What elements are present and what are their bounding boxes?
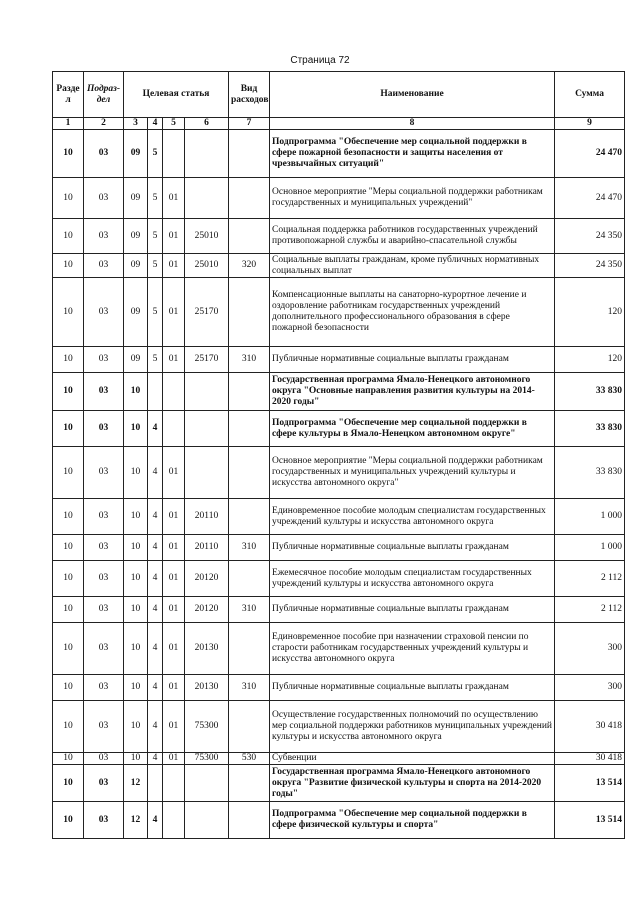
target-sub-cell: 5 (148, 219, 163, 254)
podrazdel-cell: 03 (84, 535, 124, 561)
target-direction-cell: 20110 (185, 535, 229, 561)
target-event-cell: 01 (163, 254, 185, 278)
target-code-cell: 10 (124, 623, 148, 675)
column-number-row (53, 118, 625, 130)
sum-cell: 13 514 (555, 765, 625, 802)
podrazdel-cell: 03 (84, 675, 124, 701)
target-direction-cell: 25010 (185, 219, 229, 254)
name-cell: Единовременное пособие при назначении страховой пенсии по старости работникам государственных учреждений культуры и искусства автономного округа (270, 623, 555, 675)
column-number-cell: 6 (185, 118, 229, 130)
target-code-cell: 10 (124, 753, 148, 765)
target-event-cell (163, 130, 185, 178)
sum-cell: 33 830 (555, 373, 625, 411)
sum-cell: 120 (555, 278, 625, 347)
header-sum: Сумма (555, 72, 625, 118)
vid-cell (229, 219, 270, 254)
podrazdel-cell: 03 (84, 561, 124, 597)
target-direction-cell: 20130 (185, 623, 229, 675)
razdel-cell: 10 (53, 130, 84, 178)
name-cell: Публичные нормативные социальные выплаты гражданам (270, 535, 555, 561)
table-row (53, 701, 625, 753)
page-number: Страница 72 (290, 55, 350, 66)
column-number-cell: 1 (53, 118, 84, 130)
razdel-cell: 10 (53, 254, 84, 278)
vid-cell (229, 278, 270, 347)
razdel-cell: 10 (53, 373, 84, 411)
vid-cell (229, 373, 270, 411)
vid-cell (229, 499, 270, 535)
razdel-cell: 10 (53, 597, 84, 623)
sum-cell: 300 (555, 675, 625, 701)
razdel-cell: 10 (53, 219, 84, 254)
target-code-cell: 10 (124, 675, 148, 701)
name-cell: Подпрограмма "Обеспечение мер социальной поддержки в сфере культуры в Ямало-Ненецком автономном округе" (270, 411, 555, 447)
target-event-cell: 01 (163, 623, 185, 675)
sum-cell: 24 470 (555, 130, 625, 178)
podrazdel-cell: 03 (84, 411, 124, 447)
target-event-cell: 01 (163, 219, 185, 254)
razdel-cell: 10 (53, 802, 84, 839)
name-cell: Субвенции (270, 753, 555, 765)
podrazdel-cell: 03 (84, 278, 124, 347)
podrazdel-cell: 03 (84, 373, 124, 411)
sum-cell: 13 514 (555, 802, 625, 839)
table-row (53, 535, 625, 561)
target-code-cell: 09 (124, 254, 148, 278)
target-direction-cell: 20110 (185, 499, 229, 535)
table-row (53, 499, 625, 535)
target-direction-cell: 20120 (185, 561, 229, 597)
vid-cell (229, 447, 270, 499)
sum-cell: 33 830 (555, 447, 625, 499)
name-cell: Публичные нормативные социальные выплаты гражданам (270, 597, 555, 623)
table-row (53, 623, 625, 675)
target-code-cell: 09 (124, 130, 148, 178)
target-code-cell: 09 (124, 178, 148, 219)
razdel-cell: 10 (53, 675, 84, 701)
target-sub-cell: 4 (148, 447, 163, 499)
sum-cell: 1 000 (555, 535, 625, 561)
vid-cell: 310 (229, 535, 270, 561)
target-event-cell: 01 (163, 278, 185, 347)
target-sub-cell: 4 (148, 411, 163, 447)
podrazdel-cell: 03 (84, 347, 124, 373)
target-sub-cell: 4 (148, 753, 163, 765)
target-event-cell: 01 (163, 597, 185, 623)
podrazdel-cell: 03 (84, 178, 124, 219)
sum-cell: 33 830 (555, 411, 625, 447)
target-sub-cell: 5 (148, 178, 163, 219)
target-sub-cell (148, 765, 163, 802)
name-cell: Основное мероприятие "Меры социальной поддержки работникам государственных и муниципальных учреждений культуры и искусства автономного округа" (270, 447, 555, 499)
target-event-cell: 01 (163, 499, 185, 535)
target-code-cell: 09 (124, 278, 148, 347)
sum-cell: 2 112 (555, 597, 625, 623)
target-direction-cell (185, 765, 229, 802)
sum-cell: 24 350 (555, 219, 625, 254)
target-code-cell: 12 (124, 765, 148, 802)
vid-cell (229, 178, 270, 219)
target-sub-cell: 5 (148, 130, 163, 178)
table-row (53, 597, 625, 623)
target-code-cell: 10 (124, 373, 148, 411)
target-sub-cell: 4 (148, 675, 163, 701)
podrazdel-cell: 03 (84, 254, 124, 278)
razdel-cell: 10 (53, 278, 84, 347)
table-row (53, 411, 625, 447)
table-row (53, 802, 625, 839)
sum-cell: 24 470 (555, 178, 625, 219)
header-name: Наименование (270, 72, 555, 118)
target-direction-cell: 25170 (185, 278, 229, 347)
sum-cell: 300 (555, 623, 625, 675)
vid-cell: 310 (229, 675, 270, 701)
podrazdel-cell: 03 (84, 701, 124, 753)
razdel-cell: 10 (53, 623, 84, 675)
vid-cell: 320 (229, 254, 270, 278)
sum-cell: 1 000 (555, 499, 625, 535)
sum-cell: 2 112 (555, 561, 625, 597)
podrazdel-cell: 03 (84, 597, 124, 623)
podrazdel-cell: 03 (84, 765, 124, 802)
target-code-cell: 09 (124, 347, 148, 373)
target-sub-cell: 4 (148, 535, 163, 561)
name-cell: Единовременное пособие молодым специалистам государственных учреждений культуры и искусства автономного округа (270, 499, 555, 535)
table-row (53, 219, 625, 254)
podrazdel-cell: 03 (84, 447, 124, 499)
razdel-cell: 10 (53, 535, 84, 561)
table-row (53, 447, 625, 499)
target-direction-cell: 75300 (185, 701, 229, 753)
target-code-cell: 10 (124, 597, 148, 623)
vid-cell (229, 623, 270, 675)
razdel-cell: 10 (53, 347, 84, 373)
table-row (53, 278, 625, 347)
target-event-cell (163, 373, 185, 411)
budget-table (52, 71, 625, 839)
podrazdel-cell: 03 (84, 219, 124, 254)
target-code-cell: 10 (124, 411, 148, 447)
target-code-cell: 10 (124, 499, 148, 535)
target-sub-cell: 4 (148, 597, 163, 623)
target-event-cell: 01 (163, 675, 185, 701)
name-cell: Компенсационные выплаты на санаторно-курортное лечение и оздоровление работникам государственных учреждений дополнительного профессионального образования в сфере пожарной безопасности (270, 278, 555, 347)
razdel-cell: 10 (53, 447, 84, 499)
target-code-cell: 10 (124, 535, 148, 561)
target-sub-cell: 4 (148, 802, 163, 839)
column-number-cell: 8 (270, 118, 555, 130)
table-row (53, 254, 625, 278)
podrazdel-cell: 03 (84, 499, 124, 535)
target-code-cell: 12 (124, 802, 148, 839)
vid-cell: 310 (229, 347, 270, 373)
razdel-cell: 10 (53, 178, 84, 219)
table-body (53, 130, 625, 839)
target-event-cell: 01 (163, 447, 185, 499)
target-event-cell: 01 (163, 347, 185, 373)
table-row (53, 753, 625, 765)
table-row (53, 347, 625, 373)
column-number-cell: 7 (229, 118, 270, 130)
name-cell: Социальные выплаты гражданам, кроме публичных нормативных социальных выплат (270, 254, 555, 278)
target-direction-cell: 20120 (185, 597, 229, 623)
column-number-cell: 9 (555, 118, 625, 130)
table-row (53, 130, 625, 178)
target-sub-cell: 4 (148, 499, 163, 535)
target-direction-cell: 75300 (185, 753, 229, 765)
header-podrazdel: Подраз- дел (84, 72, 124, 118)
target-event-cell: 01 (163, 535, 185, 561)
razdel-cell: 10 (53, 411, 84, 447)
target-direction-cell (185, 373, 229, 411)
podrazdel-cell: 03 (84, 130, 124, 178)
target-direction-cell: 25170 (185, 347, 229, 373)
name-cell: Социальная поддержка работников государственных учреждений противопожарной службы и аварийно-спасательной службы (270, 219, 555, 254)
razdel-cell: 10 (53, 765, 84, 802)
target-code-cell: 09 (124, 219, 148, 254)
name-cell: Подпрограмма "Обеспечение мер социальной поддержки в сфере пожарной безопасности и защиты населения от чрезвычайных ситуаций" (270, 130, 555, 178)
target-sub-cell: 5 (148, 347, 163, 373)
target-event-cell: 01 (163, 178, 185, 219)
target-event-cell: 01 (163, 561, 185, 597)
razdel-cell: 10 (53, 753, 84, 765)
target-code-cell: 10 (124, 561, 148, 597)
sum-cell: 30 418 (555, 701, 625, 753)
sum-cell: 24 350 (555, 254, 625, 278)
target-direction-cell (185, 411, 229, 447)
target-direction-cell (185, 178, 229, 219)
vid-cell: 530 (229, 753, 270, 765)
target-event-cell (163, 411, 185, 447)
target-sub-cell: 4 (148, 561, 163, 597)
target-direction-cell (185, 130, 229, 178)
podrazdel-cell: 03 (84, 623, 124, 675)
name-cell: Ежемесячное пособие молодым специалистам государственных учреждений культуры и искусства автономного округа (270, 561, 555, 597)
vid-cell (229, 802, 270, 839)
vid-cell (229, 765, 270, 802)
target-sub-cell: 5 (148, 254, 163, 278)
column-number-cell: 5 (163, 118, 185, 130)
target-event-cell: 01 (163, 753, 185, 765)
target-sub-cell: 5 (148, 278, 163, 347)
name-cell: Государственная программа Ямало-Ненецкого автономного округа "Основные направления развития культуры на 2014-2020 годы" (270, 373, 555, 411)
razdel-cell: 10 (53, 701, 84, 753)
vid-cell (229, 561, 270, 597)
target-direction-cell (185, 802, 229, 839)
name-cell: Публичные нормативные социальные выплаты гражданам (270, 347, 555, 373)
table-row (53, 675, 625, 701)
table-row (53, 178, 625, 219)
column-number-cell: 2 (84, 118, 124, 130)
razdel-cell: 10 (53, 561, 84, 597)
target-sub-cell: 4 (148, 701, 163, 753)
target-event-cell: 01 (163, 701, 185, 753)
name-cell: Осуществление государственных полномочий по осуществлению мер социальной поддержки работников муниципальных учреждений культуры и искусства автономного округа (270, 701, 555, 753)
target-direction-cell: 20130 (185, 675, 229, 701)
header-target: Целевая статья (124, 72, 229, 118)
target-sub-cell: 4 (148, 623, 163, 675)
header-razdel: Разде л (53, 72, 84, 118)
podrazdel-cell: 03 (84, 802, 124, 839)
name-cell: Основное мероприятие "Меры социальной поддержки работникам государственных и муниципальных учреждений" (270, 178, 555, 219)
header-vid: Вид расходов (229, 72, 270, 118)
sum-cell: 30 418 (555, 753, 625, 765)
target-event-cell (163, 802, 185, 839)
target-sub-cell (148, 373, 163, 411)
sum-cell: 120 (555, 347, 625, 373)
vid-cell (229, 411, 270, 447)
header-row (53, 72, 625, 118)
column-number-cell: 4 (148, 118, 163, 130)
table-row (53, 765, 625, 802)
target-code-cell: 10 (124, 701, 148, 753)
name-cell: Подпрограмма "Обеспечение мер социальной поддержки в сфере физической культуры и спорта" (270, 802, 555, 839)
vid-cell: 310 (229, 597, 270, 623)
vid-cell (229, 701, 270, 753)
column-number-cell: 3 (124, 118, 148, 130)
name-cell: Публичные нормативные социальные выплаты гражданам (270, 675, 555, 701)
name-cell: Государственная программа Ямало-Ненецкого автономного округа "Развитие физической культуры и спорта на 2014-2020 годы" (270, 765, 555, 802)
podrazdel-cell: 03 (84, 753, 124, 765)
table-row (53, 561, 625, 597)
target-direction-cell: 25010 (185, 254, 229, 278)
target-direction-cell (185, 447, 229, 499)
target-event-cell (163, 765, 185, 802)
target-code-cell: 10 (124, 447, 148, 499)
table-row (53, 373, 625, 411)
razdel-cell: 10 (53, 499, 84, 535)
vid-cell (229, 130, 270, 178)
